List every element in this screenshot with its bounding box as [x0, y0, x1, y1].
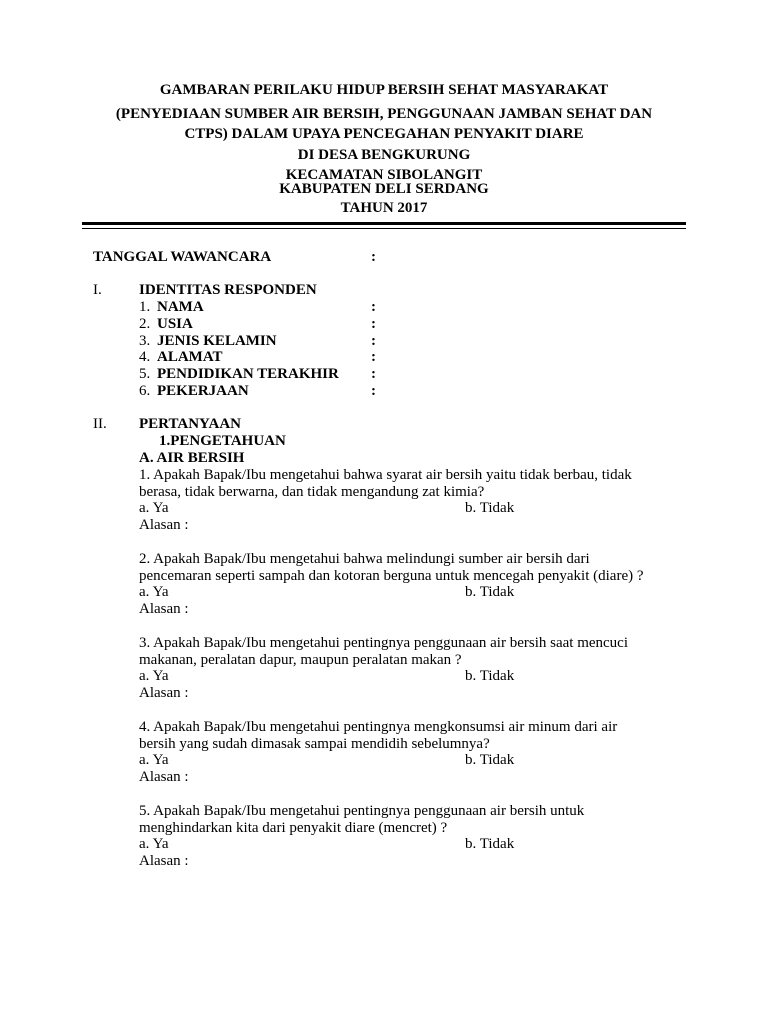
reason-label: Alasan :	[139, 853, 189, 869]
field-colon: :	[371, 299, 376, 315]
interview-date-label: TANGGAL WAWANCARA	[93, 249, 272, 265]
document-title-line-5: KECAMATAN SIBOLANGIT	[285, 167, 483, 183]
section-1-numeral: I.	[93, 282, 102, 298]
section-2-title: PERTANYAAN	[139, 416, 241, 432]
question-3-line-1: 3. Apakah Bapak/Ibu mengetahui pentingnya penggunaan air bersih saat mencuci	[139, 635, 629, 651]
section-2-subtitle: 1.PENGETAHUAN	[159, 433, 286, 449]
field-label-nama: NAMA	[157, 299, 204, 315]
reason-label: Alasan :	[139, 685, 189, 701]
option-tidak: b. Tidak	[465, 836, 515, 852]
field-colon: :	[371, 383, 376, 399]
field-number: 5.	[139, 366, 151, 382]
document-title-line-2: (PENYEDIAAN SUMBER AIR BERSIH, PENGGUNAAN JAMBAN SEHAT DAN	[115, 106, 653, 122]
question-2-line-1: 2. Apakah Bapak/Ibu mengetahui bahwa melindungi sumber air bersih dari	[139, 551, 590, 567]
field-number: 2.	[139, 316, 151, 332]
field-label-pekerjaan: PEKERJAAN	[157, 383, 249, 399]
reason-label: Alasan :	[139, 769, 189, 785]
document-title-line-6: KABUPATEN DELI SERDANG	[279, 181, 489, 197]
field-label-usia: USIA	[157, 316, 193, 332]
field-label-pendidikan-terakhir: PENDIDIKAN TERAKHIR	[157, 366, 339, 382]
subsection-air-bersih: A. AIR BERSIH	[139, 450, 245, 466]
option-ya: a. Ya	[139, 668, 169, 684]
question-1-line-2: berasa, tidak berwarna, dan tidak mengandung zat kimia?	[139, 484, 485, 500]
question-5-line-1: 5. Apakah Bapak/Ibu mengetahui pentingnya penggunaan air bersih untuk	[139, 803, 585, 819]
document-title-line-7: TAHUN 2017	[340, 200, 428, 216]
field-colon: :	[371, 366, 376, 382]
question-5-line-2: menghindarkan kita dari penyakit diare (mencret) ?	[139, 820, 448, 836]
field-number: 6.	[139, 383, 151, 399]
field-number: 3.	[139, 333, 151, 349]
field-colon: :	[371, 316, 376, 332]
reason-label: Alasan :	[139, 517, 189, 533]
option-tidak: b. Tidak	[465, 668, 515, 684]
question-3-line-2: makanan, peralatan dapur, maupun peralatan makan ?	[139, 652, 462, 668]
question-1-line-1: 1. Apakah Bapak/Ibu mengetahui bahwa syarat air bersih yaitu tidak berbau, tidak	[139, 467, 632, 483]
section-2-numeral: II.	[93, 416, 107, 432]
field-label-jenis-kelamin: JENIS KELAMIN	[157, 333, 277, 349]
question-2-line-2: pencemaran seperti sampah dan kotoran berguna untuk mencegah penyakit (diare) ?	[139, 568, 644, 584]
header-divider-thick	[82, 222, 686, 225]
field-colon: :	[371, 333, 376, 349]
option-tidak: b. Tidak	[465, 584, 515, 600]
option-tidak: b. Tidak	[465, 500, 515, 516]
field-colon: :	[371, 349, 376, 365]
field-number: 4.	[139, 349, 151, 365]
document-title-line-3: CTPS) DALAM UPAYA PENCEGAHAN PENYAKIT DIARE	[184, 126, 584, 142]
question-4-line-2: bersih yang sudah dimasak sampai mendidih sebelumnya?	[139, 736, 490, 752]
option-ya: a. Ya	[139, 752, 169, 768]
document-title-line-1: GAMBARAN PERILAKU HIDUP BERSIH SEHAT MASYARAKAT	[159, 82, 609, 98]
option-ya: a. Ya	[139, 584, 169, 600]
option-ya: a. Ya	[139, 836, 169, 852]
option-ya: a. Ya	[139, 500, 169, 516]
option-tidak: b. Tidak	[465, 752, 515, 768]
question-4-line-1: 4. Apakah Bapak/Ibu mengetahui pentingnya mengkonsumsi air minum dari air	[139, 719, 618, 735]
interview-date-colon: :	[371, 249, 376, 265]
section-1-title: IDENTITAS RESPONDEN	[139, 282, 317, 298]
reason-label: Alasan :	[139, 601, 189, 617]
field-label-alamat: ALAMAT	[157, 349, 223, 365]
document-title-line-4: DI DESA BENGKURUNG	[297, 147, 471, 163]
header-divider-thin	[82, 228, 686, 229]
field-number: 1.	[139, 299, 151, 315]
